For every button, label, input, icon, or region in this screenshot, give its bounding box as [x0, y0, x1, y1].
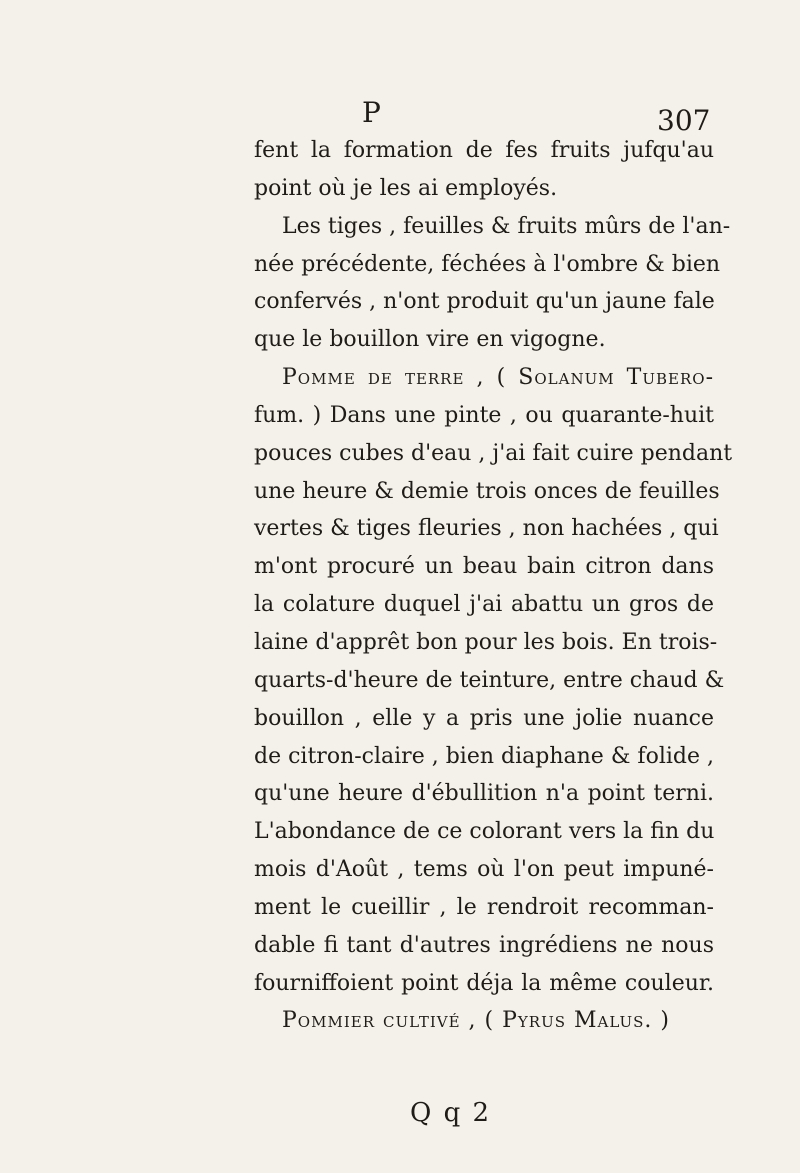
text-line: mois d'Août , tems où l'on peut impuné-: [254, 857, 714, 883]
text-line: ment le cueillir , le rendroit recomman-: [254, 894, 714, 920]
text-line: née précédente, féchées à l'ombre & bien: [254, 251, 721, 277]
text-line: Les tiges , feuilles & fruits mûrs de l'an-: [282, 213, 731, 239]
page-number: 307: [657, 104, 711, 137]
text-line: bouillon , elle y a pris une jolie nuance: [254, 705, 714, 731]
text-line: laine d'apprêt bon pour les bois. En trois-: [254, 629, 718, 655]
text-line: la colature duquel j'ai abattu un gros de: [254, 592, 714, 618]
text-line: quarts-d'heure de teinture, entre chaud &: [254, 667, 725, 693]
text-line: confervés , n'ont produit qu'un jaune fale: [254, 289, 715, 315]
body-text: [254, 132, 733, 1040]
text-line: vertes & tiges fleuries , non hachées , qui: [254, 516, 719, 542]
text-line: fourniffoient point déja la même couleur.: [254, 970, 714, 996]
text-line: point où je les ai employés.: [254, 175, 558, 201]
running-head-letter: P: [362, 96, 382, 129]
text-line: dable fi tant d'autres ingrédiens ne nous: [254, 932, 714, 958]
text-line: fum. ) Dans une pinte , ou quarante-huit: [254, 402, 714, 428]
text-line: L'abondance de ce colorant vers la fin du: [254, 819, 715, 845]
text-line: que le bouillon vire en vigogne.: [254, 327, 606, 353]
page-header: [0, 96, 800, 136]
text-line: une heure & demie trois onces de feuilles: [254, 478, 720, 504]
text-line: pouces cubes d'eau , j'ai fait cuire pendant: [254, 440, 733, 466]
entry-heading-pomme-de-terre: Pomme de terre , ( Solanum Tubero-: [282, 365, 714, 391]
signature-mark: Q q 2: [410, 1098, 492, 1128]
text-line: fent la formation de fes fruits jufqu'au: [254, 138, 714, 163]
text-line: de citron-claire , bien diaphane & folide ,: [254, 743, 714, 769]
text-line: qu'une heure d'ébullition n'a point terni.: [254, 781, 714, 807]
entry-heading-pommier: Pommier cultivé , ( Pyrus Malus. ): [282, 1008, 671, 1034]
text-line: m'ont procuré un beau bain citron dans: [254, 554, 714, 580]
